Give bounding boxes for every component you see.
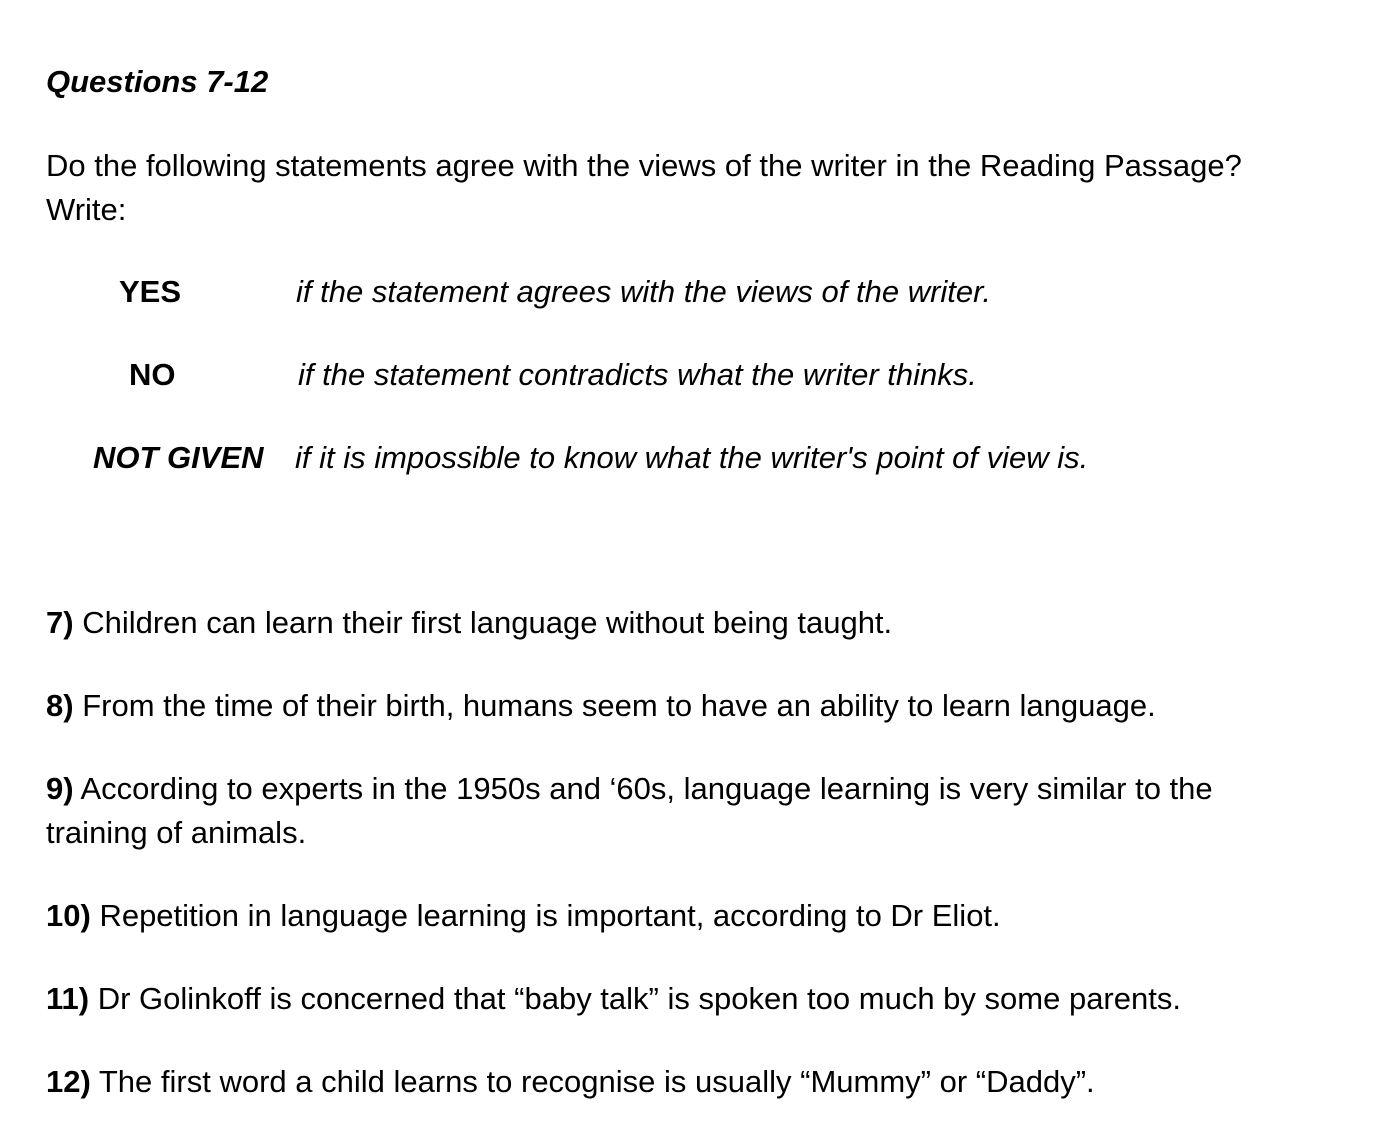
question-number: 8) (46, 688, 74, 723)
section-heading: Questions 7-12 (46, 64, 269, 99)
answer-key-definition: if the statement agrees with the views of the writer. (296, 274, 991, 309)
question-text: According to experts in the 1950s and ‘60s, language learning is very similar to the training of animals. (46, 771, 1213, 850)
question-text: Children can learn their first language without being taught. (82, 605, 893, 640)
question-item (46, 1060, 1336, 1104)
question-item (46, 684, 1336, 728)
instruction-line-2: Write: (46, 192, 127, 227)
question-number: 12) (46, 1064, 91, 1099)
question-number: 10) (46, 898, 91, 933)
question-text: The first word a child learns to recognise is usually “Mummy” or “Daddy”. (98, 1064, 1095, 1099)
question-text: Repetition in language learning is important, according to Dr Eliot. (99, 898, 1001, 933)
question-item (46, 601, 1336, 645)
question-number: 7) (46, 605, 74, 640)
answer-key-term: NO (129, 357, 176, 392)
answer-key-term: NOT GIVEN (93, 440, 264, 475)
answer-key-definition: if it is impossible to know what the writer's point of view is. (295, 440, 1089, 475)
answer-key-no (0, 355, 1374, 395)
question-item (46, 894, 1336, 938)
answer-key-definition: if the statement contradicts what the writer thinks. (298, 357, 977, 392)
instruction-text (46, 144, 1346, 232)
question-text: From the time of their birth, humans seem to have an ability to learn language. (82, 688, 1156, 723)
question-number: 9) (46, 771, 74, 806)
question-text: Dr Golinkoff is concerned that “baby talk” is spoken too much by some parents. (97, 981, 1181, 1016)
question-number: 11) (46, 981, 90, 1016)
answer-key-yes (0, 272, 1374, 312)
answer-key-not-given (0, 438, 1374, 478)
instruction-line-1: Do the following statements agree with the views of the writer in the Reading Passage? (46, 148, 1242, 183)
question-item (46, 977, 1336, 1021)
answer-key-term: YES (119, 274, 182, 309)
question-item (46, 767, 1316, 855)
